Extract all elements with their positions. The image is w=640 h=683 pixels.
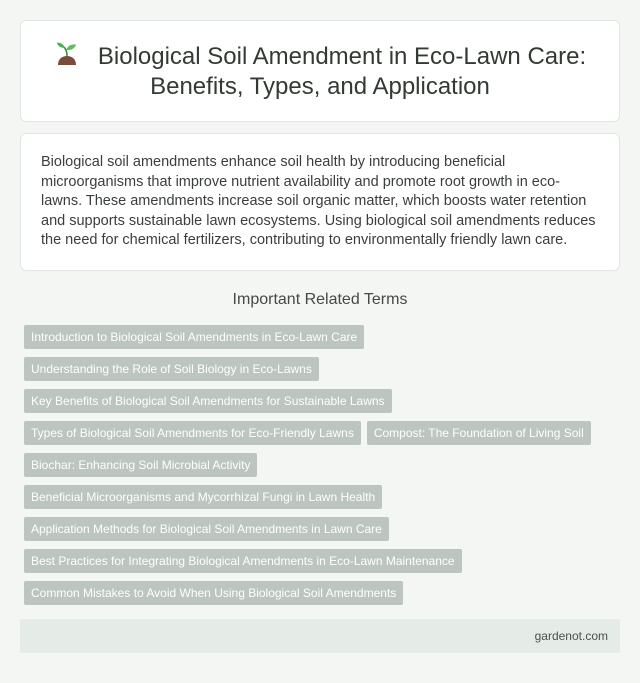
related-term-tag[interactable]: Common Mistakes to Avoid When Using Biological Soil Amendments: [24, 581, 403, 605]
related-term-tag[interactable]: Biochar: Enhancing Soil Microbial Activity: [24, 453, 257, 477]
related-term-tag[interactable]: Key Benefits of Biological Soil Amendments for Sustainable Lawns: [24, 389, 392, 413]
related-terms-heading: Important Related Terms: [232, 291, 408, 308]
related-term-tag[interactable]: Introduction to Biological Soil Amendments in Eco-Lawn Care: [24, 325, 364, 349]
related-term-tag[interactable]: Compost: The Foundation of Living Soil: [367, 421, 591, 445]
related-term-tag[interactable]: Best Practices for Integrating Biological Amendments in Eco-Lawn Maintenance: [24, 549, 462, 573]
sprout-icon: [54, 41, 80, 67]
page-title-text: Biological Soil Amendment in Eco-Lawn Care: Benefits, Types, and Application: [97, 42, 587, 100]
related-term-tag[interactable]: Understanding the Role of Soil Biology in Eco-Lawns: [24, 357, 319, 381]
intro-paragraph: Biological soil amendments enhance soil health by introducing beneficial microorganisms that improve nutrient availability and promote root growth in eco-lawns. These amendments increase soil organic matter, which boosts water retention and supports sustainable lawn ecosystems. Using biological soil amendments reduces the need for chemical fertilizers, contributing to environmentally friendly lawn care.: [41, 154, 596, 248]
footer: [20, 619, 620, 653]
intro-card: [20, 133, 620, 271]
related-term-tag[interactable]: Types of Biological Soil Amendments for Eco-Friendly Lawns: [24, 421, 361, 445]
page-title: [45, 41, 595, 102]
footer-site[interactable]: gardenot.com: [534, 629, 608, 643]
title-card: [20, 20, 620, 122]
related-terms-list: [24, 325, 620, 605]
related-term-tag[interactable]: Application Methods for Biological Soil Amendments in Lawn Care: [24, 517, 389, 541]
related-term-tag[interactable]: Beneficial Microorganisms and Mycorrhizal Fungi in Lawn Health: [24, 485, 382, 509]
